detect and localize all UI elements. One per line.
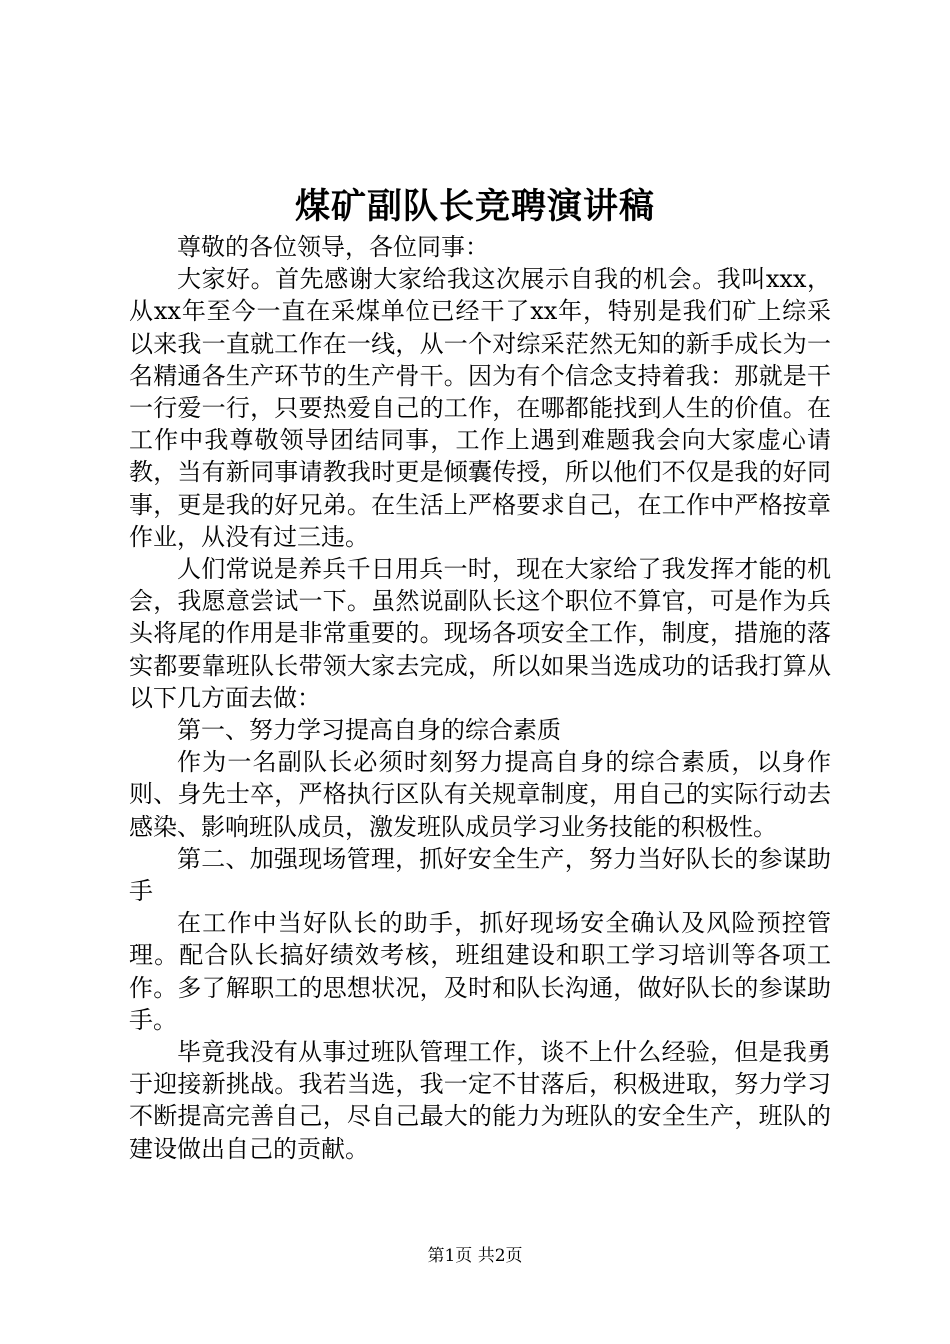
paragraph-motivation: 人们常说是养兵千日用兵一时，现在大家给了我发挥才能的机会，我愿意尝试一下。虽然说副队长这个职位不算官，可是作为兵头将尾的作用是非常重要的。现场各项安全工作，制度，措施的落实都要靠班队长带领大家去完成，所以如果当选成功的话我打算从以下几方面去做：: [129, 555, 831, 712]
page-number-footer: 第1页 共2页: [427, 1246, 523, 1266]
document-body: [129, 231, 831, 1165]
paragraph-introduction: 大家好。首先感谢大家给我这次展示自我的机会。我叫xxx，从xx年至今一直在采煤单位已经干了xx年，特别是我们矿上综采以来我一直就工作在一线，从一个对综采茫然无知的新手成长为一名精通各生产环节的生产骨干。因为有个信念支持着我：那就是干一行爱一行，只要热爱自己的工作，在哪都能找到人生的价值。在工作中我尊敬领导团结同事，工作上遇到难题我会向大家虚心请教，当有新同事请教我时更是倾囊传授，所以他们不仅是我的好同事，更是我的好兄弟。在生活上严格要求自己，在工作中严格按章作业，从没有过三违。: [129, 265, 831, 551]
document-title: 煤矿副队长竞聘演讲稿: [294, 186, 655, 227]
paragraph-heading-1: 第一、努力学习提高自身的综合素质: [177, 716, 561, 745]
paragraph-heading-2: 第二、加强现场管理，抓好安全生产，努力当好队长的参谋助手: [129, 844, 831, 906]
paragraph-conclusion: 毕竟我没有从事过班队管理工作，谈不上什么经验，但是我勇于迎接新挑战。我若当选，我一定不甘落后，积极进取，努力学习不断提高完善自己，尽自己最大的能力为班队的安全生产，班队的建设做出自己的贡献。: [129, 1038, 831, 1163]
paragraph-salutation: 尊敬的各位领导，各位同事：: [177, 233, 489, 261]
paragraph-point-2: 在工作中当好队长的助手，抓好现场安全确认及风险预控管理。配合队长搞好绩效考核，班组建设和职工学习培训等各项工作。多了解职工的思想状况，及时和队长沟通，做好队长的参谋助手。: [129, 909, 831, 1034]
paragraph-point-1: 作为一名副队长必须时刻努力提高自身的综合素质，以身作则、身先士卒，严格执行区队有关规章制度，用自己的实际行动去感染、影响班队成员，激发班队成员学习业务技能的积极性。: [129, 748, 831, 841]
